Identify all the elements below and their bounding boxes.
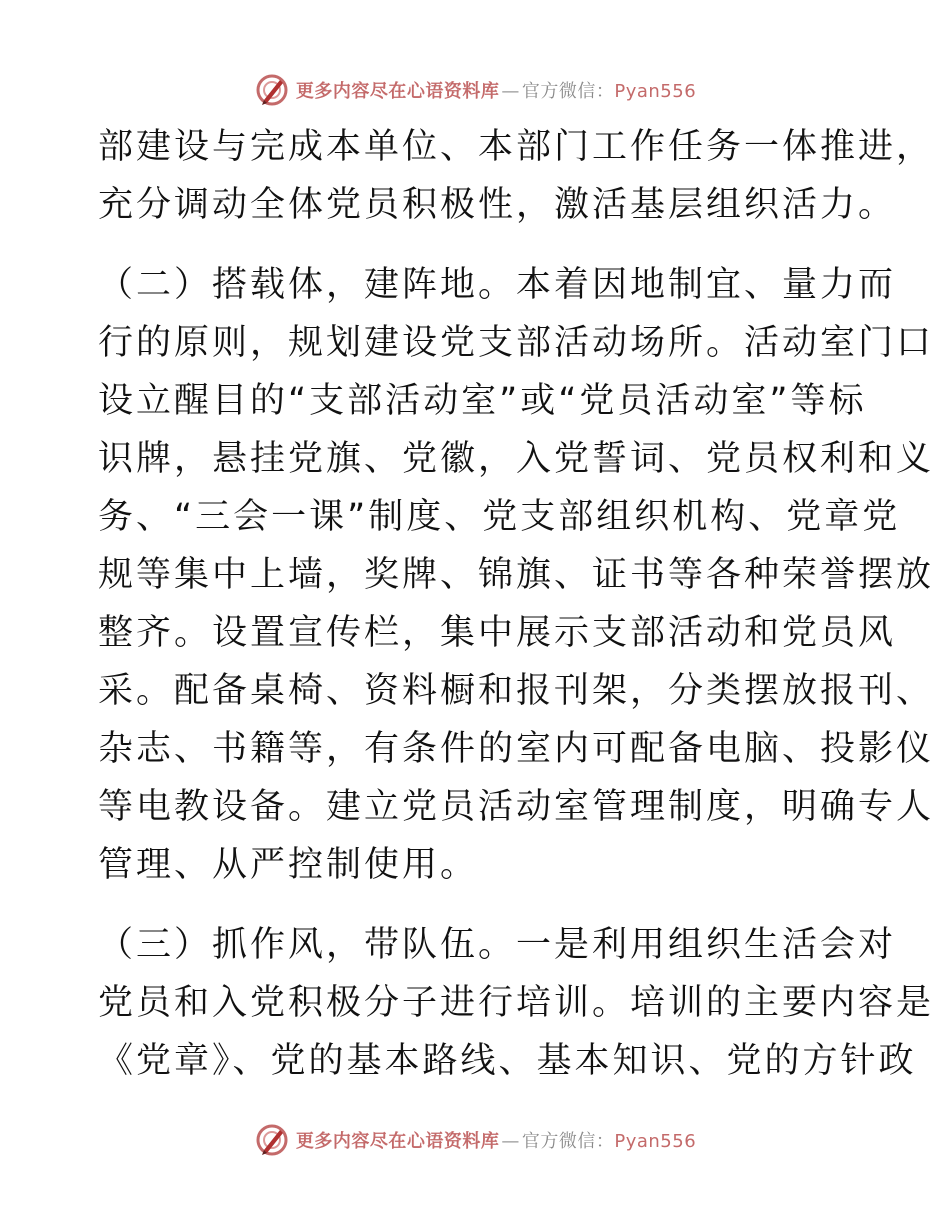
text-line: 规等集中上墙，奖牌、锦旗、证书等各种荣誉摆放 (98, 555, 935, 595)
footer-watermark (0, 1120, 950, 1160)
text-line: 行的原则，规划建设党支部活动场所。活动室门口 (98, 323, 935, 363)
text-line: 采。配备桌椅、资料橱和报刊架，分类摆放报刊、 (98, 671, 935, 711)
document-body (98, 118, 935, 1090)
text-line: 党员和入党积极分子进行培训。培训的主要内容是 (98, 983, 935, 1023)
text-line: （三）抓作风，带队伍。一是利用组织生活会对 (98, 925, 897, 965)
watermark-wechat-id: Pyan556 (614, 81, 697, 102)
watermark-dash: — (501, 1131, 520, 1152)
text-line: 充分调动全体党员积极性，激活基层组织活力。 (98, 185, 897, 225)
text-line: 设立醒目的“支部活动室”或“党员活动室”等标 (98, 381, 867, 421)
text-line: 部建设与完成本单位、本部门工作任务一体推进， (98, 127, 935, 167)
header-watermark (0, 70, 950, 110)
paragraph-1 (98, 118, 935, 234)
text-line: 《党章》、党的基本路线、基本知识、党的方针政 (98, 1041, 917, 1081)
text-line: 务、“三会一课”制度、党支部组织机构、党章党 (98, 497, 901, 537)
watermark-wechat-id: Pyan556 (614, 1131, 697, 1152)
pen-logo-icon (254, 72, 290, 108)
watermark-official-label: 官方微信： (521, 1131, 615, 1152)
pen-logo-icon (254, 1122, 290, 1158)
watermark-brand: 更多内容尽在心语资料库 (295, 1131, 500, 1152)
watermark-text (296, 77, 696, 103)
text-line: 管理、从严控制使用。 (98, 845, 479, 885)
text-line: 等电教设备。建立党员活动室管理制度，明确专人 (98, 787, 935, 827)
watermark-brand: 更多内容尽在心语资料库 (295, 81, 500, 102)
watermark-dash: — (501, 81, 520, 102)
text-line: 识牌，悬挂党旗、党徽，入党誓词、党员权利和义 (98, 439, 935, 479)
text-line: 杂志、书籍等，有条件的室内可配备电脑、投影仪 (98, 729, 935, 769)
paragraph-3 (98, 916, 935, 1090)
watermark-text (296, 1127, 696, 1153)
watermark-official-label: 官方微信： (521, 81, 615, 102)
text-line: （二）搭载体，建阵地。本着因地制宜、量力而 (98, 265, 897, 305)
paragraph-2 (98, 256, 935, 894)
text-line: 整齐。设置宣传栏，集中展示支部活动和党员风 (98, 613, 897, 653)
